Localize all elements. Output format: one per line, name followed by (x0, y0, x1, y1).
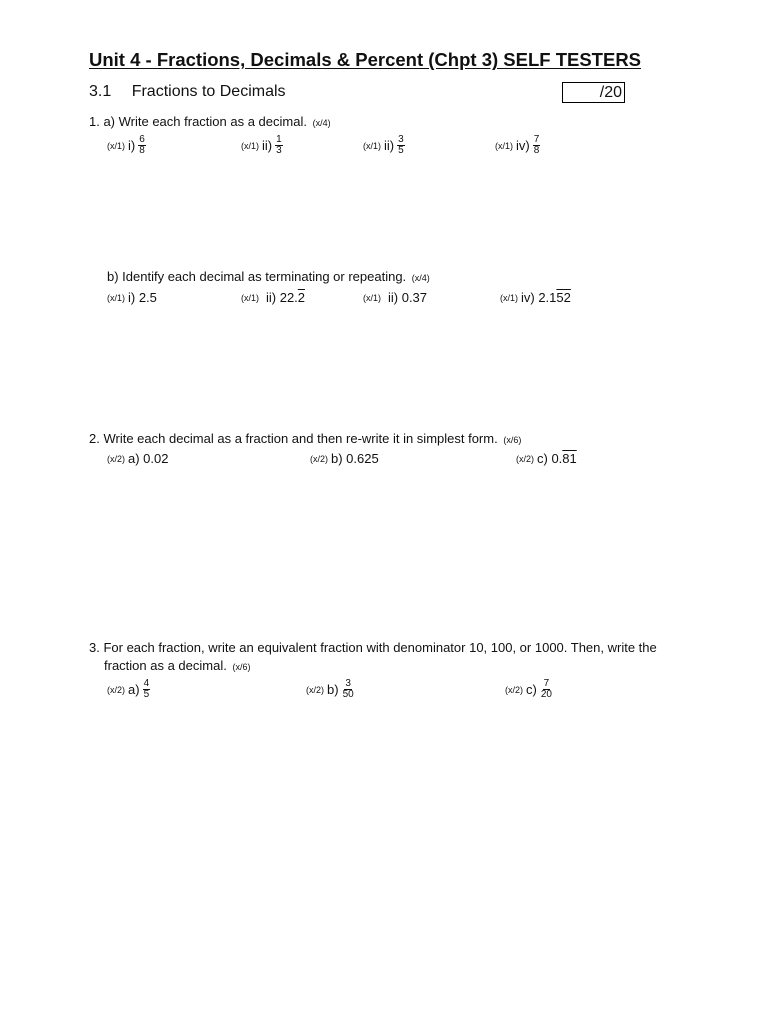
question-1a (89, 114, 331, 129)
page-title: Unit 4 - Fractions, Decimals & Percent (Chpt 3) SELF TESTERS (89, 49, 642, 70)
item-label: i) 2.5 (128, 290, 157, 305)
item-mark: (x/2) (516, 453, 534, 464)
item-mark: (x/1) (241, 140, 259, 151)
q2-item-1 (107, 451, 168, 466)
score-box: /20 (562, 82, 625, 103)
denominator: 3 (276, 145, 282, 156)
fraction (540, 679, 553, 700)
fraction (275, 135, 283, 156)
question-2-text: 2. Write each decimal as a fraction and then re-write it in simplest form. (89, 431, 498, 446)
item-mark: (x/2) (310, 453, 328, 464)
item-label: b) 0.625 (331, 451, 379, 466)
item-mark: (x/1) (107, 292, 125, 303)
section-number: 3.1 (89, 83, 112, 100)
q1a-item-3 (363, 135, 405, 156)
repeating-digits: 81 (562, 451, 577, 466)
q3-item-2 (306, 679, 355, 700)
q1a-item-2 (241, 135, 283, 156)
item-label: ii) (262, 138, 273, 153)
item-label: i) (128, 138, 136, 153)
item-label: a) 0.02 (128, 451, 169, 466)
denominator: 50 (342, 689, 354, 700)
section-heading (89, 83, 286, 101)
q1a-item-1 (107, 135, 146, 156)
fraction (138, 135, 146, 156)
question-2 (89, 431, 521, 446)
q1b-item-1 (107, 290, 157, 305)
item-mark: (x/1) (363, 140, 381, 151)
question-1a-text: 1. a) Write each fraction as a decimal. (89, 114, 307, 129)
item-mark: (x/2) (306, 684, 324, 695)
item-mark: (x/2) (107, 684, 125, 695)
item-mark: (x/1) (495, 140, 513, 151)
numerator: 6 (139, 134, 145, 145)
item-mark: (x/1) (241, 292, 259, 303)
item-mark: (x/2) (505, 684, 523, 695)
q1b-item-4 (500, 290, 571, 305)
q1b-item-3 (363, 290, 427, 305)
section-title: Fractions to Decimals (131, 83, 286, 100)
question-1b (107, 269, 430, 284)
question-3-text: fraction as a decimal. (104, 658, 227, 673)
non-repeating-digit: 1 (549, 290, 557, 305)
fraction (143, 679, 151, 700)
denominator: 20 (540, 689, 552, 700)
item-label: ii) 0.37 (388, 290, 428, 305)
numerator: 3 (345, 678, 351, 689)
question-3-line-1: 3. For each fraction, write an equivalent fraction with denominator 10, 100, or 1000. Then, write the (89, 640, 657, 655)
item-label: b) (327, 682, 339, 697)
item-label: ii) (384, 138, 395, 153)
numerator: 3 (398, 134, 404, 145)
denominator: 8 (533, 145, 540, 156)
item-mark: (x/1) (363, 292, 381, 303)
denominator: 5 (143, 689, 150, 700)
numerator: 4 (143, 678, 150, 689)
fraction (533, 135, 541, 156)
repeating-digits: 2 (297, 290, 306, 305)
q3-item-1 (107, 679, 150, 700)
question-1b-text: b) Identify each decimal as terminating or repeating. (107, 269, 407, 284)
fraction (397, 135, 405, 156)
q2-item-2 (310, 451, 379, 466)
repeating-digits: 52 (556, 290, 571, 305)
denominator: 8 (139, 145, 145, 156)
numerator: 7 (533, 134, 540, 145)
denominator: 5 (398, 145, 404, 156)
item-label: iv) (516, 138, 530, 153)
question-3-marks: (x/6) (232, 662, 251, 672)
q1a-item-4 (495, 135, 540, 156)
item-label: c) (526, 682, 537, 697)
question-2-marks: (x/6) (503, 435, 522, 445)
item-mark: (x/1) (107, 140, 125, 151)
fraction (342, 679, 355, 700)
q1b-item-2 (241, 290, 305, 305)
item-label: ii) 22. (266, 290, 298, 305)
numerator: 1 (276, 134, 282, 145)
item-label: iv) 2. (521, 290, 550, 305)
question-1a-marks: (x/4) (312, 118, 331, 128)
question-3-line-2 (104, 658, 250, 673)
question-1b-marks: (x/4) (411, 273, 430, 283)
item-label: c) 0. (537, 451, 563, 466)
numerator: 7 (543, 678, 550, 689)
item-mark: (x/1) (500, 292, 518, 303)
q3-item-3 (505, 679, 553, 700)
q2-item-3 (516, 451, 577, 466)
item-mark: (x/2) (107, 453, 125, 464)
item-label: a) (128, 682, 140, 697)
